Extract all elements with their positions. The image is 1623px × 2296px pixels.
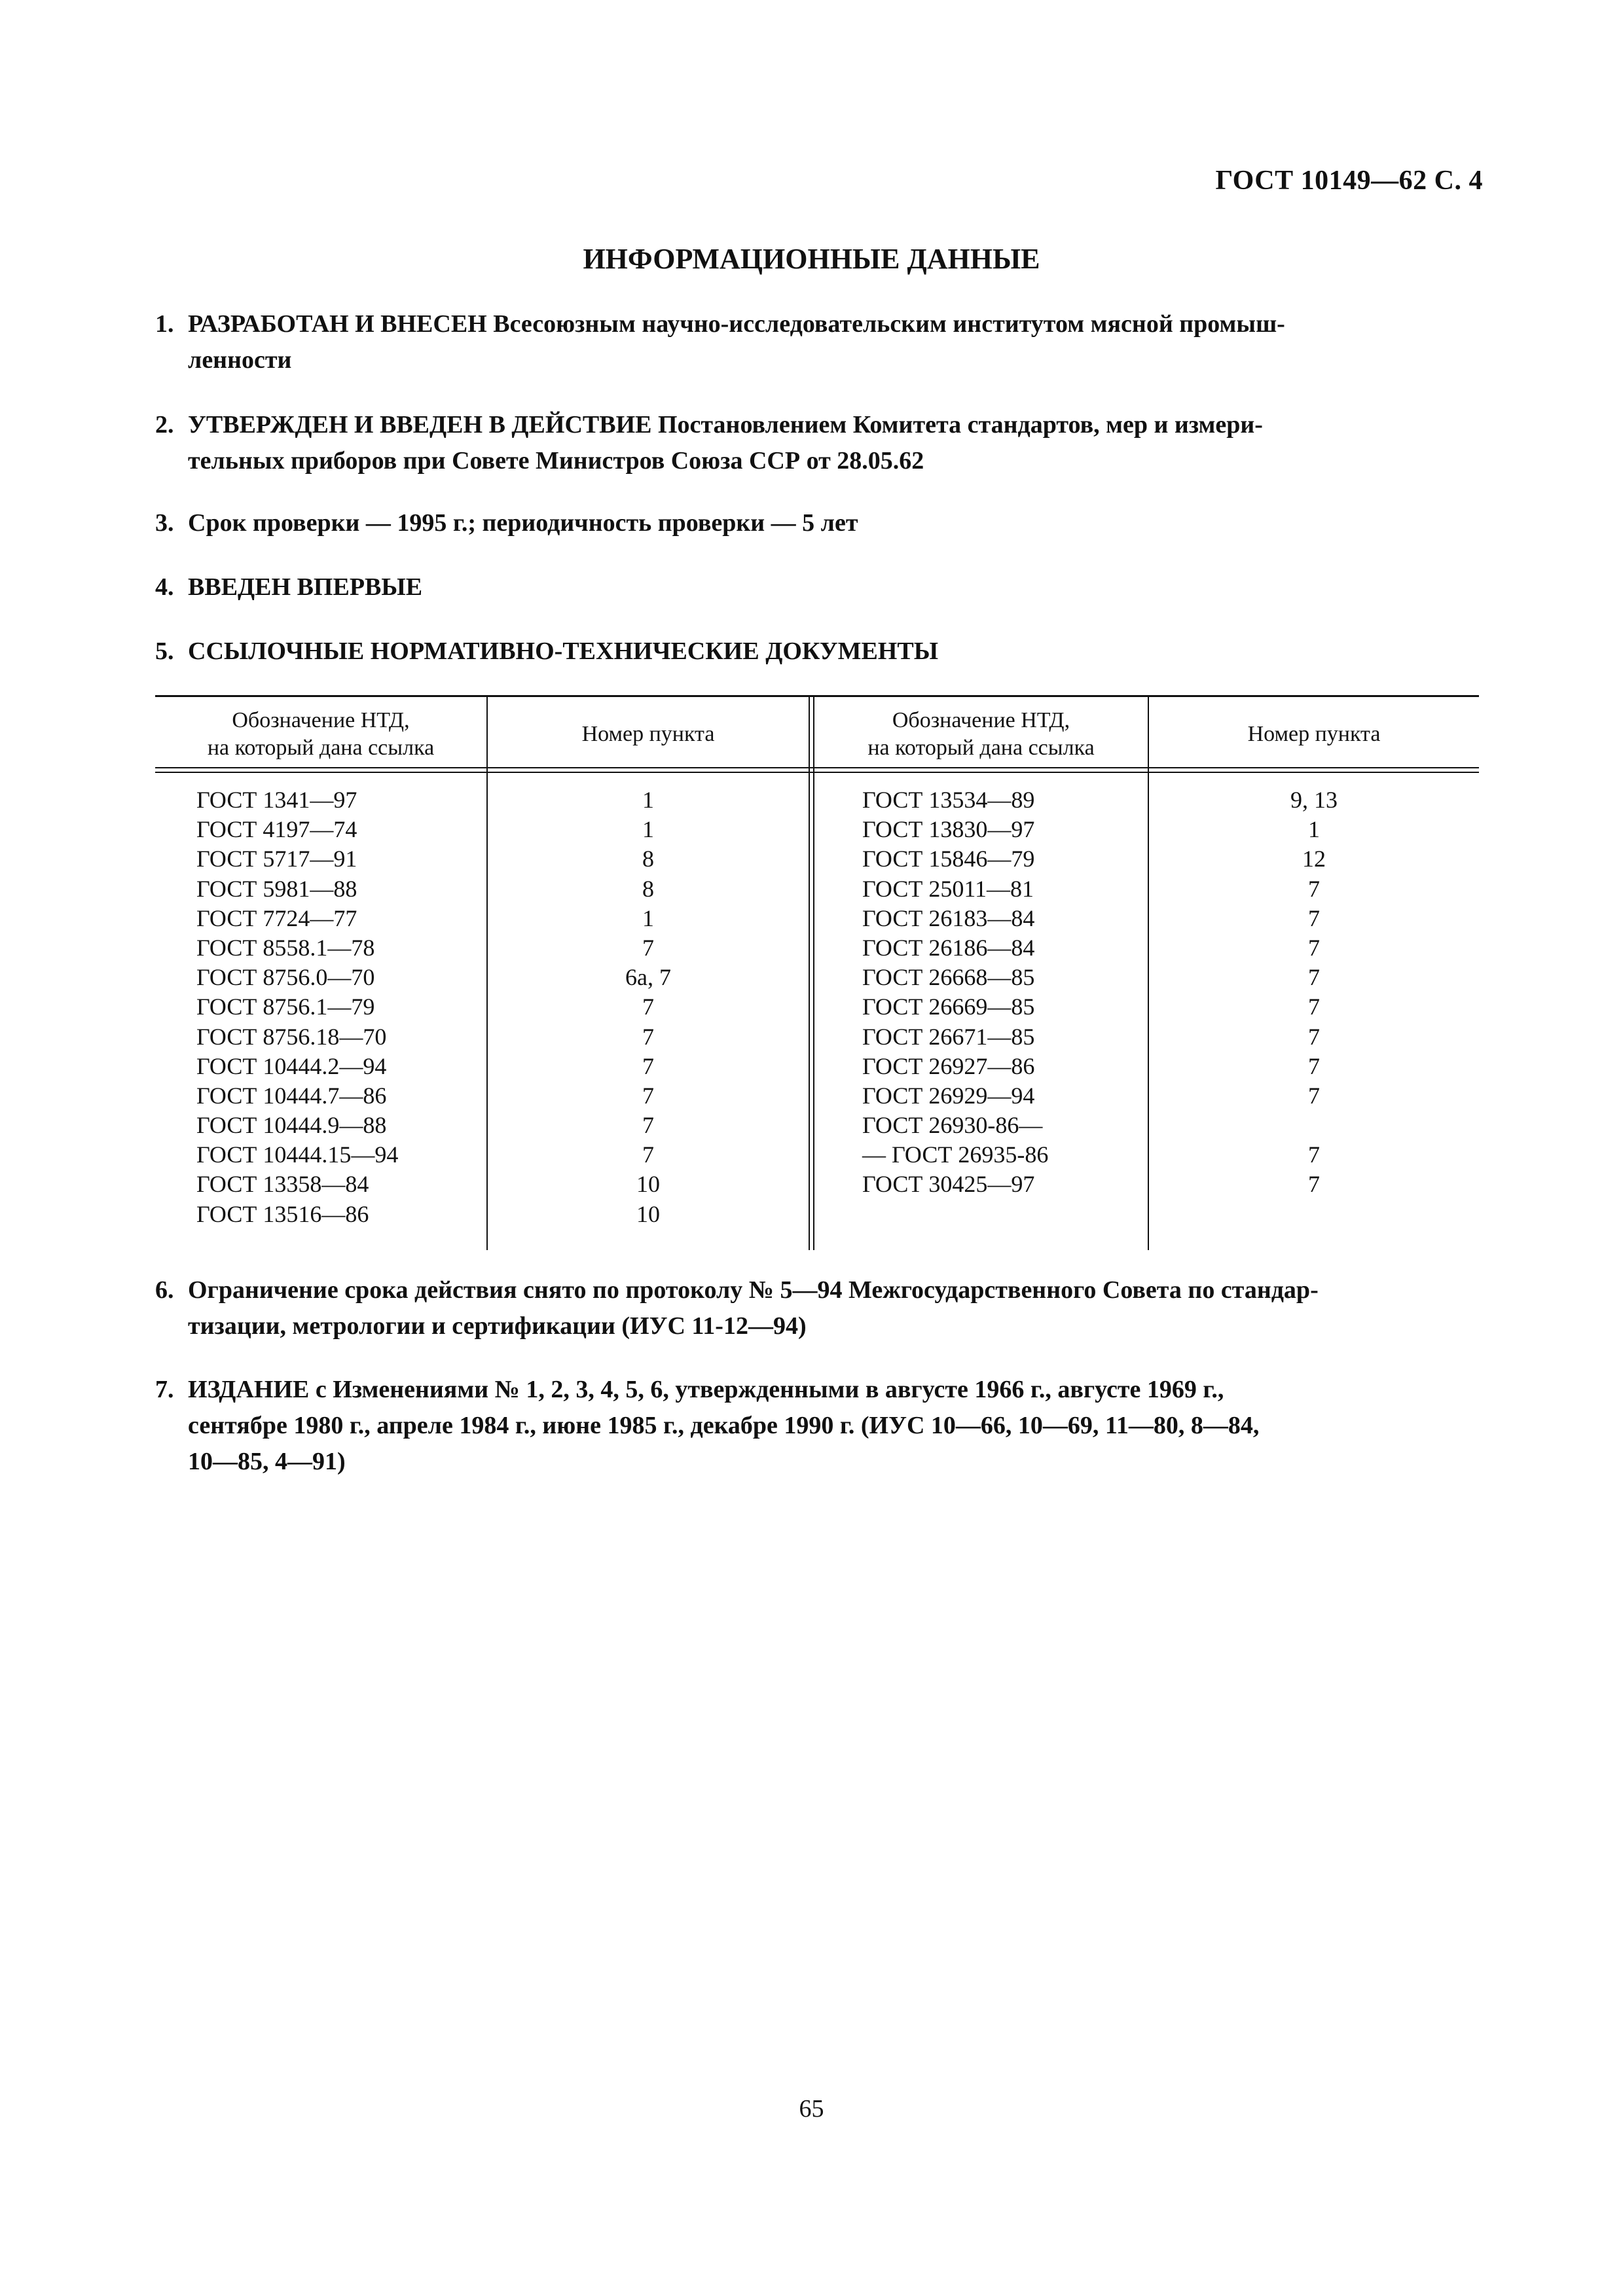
table-cell-doc: ГОСТ 26186—84 (862, 934, 1035, 961)
header-point-right (1149, 703, 1479, 766)
table-cell-doc: ГОСТ 13358—84 (196, 1171, 369, 1198)
table-cell-point: 12 (1302, 846, 1326, 872)
info-item-6 (155, 1272, 1471, 1344)
table-cell-point: 8 (642, 875, 654, 902)
header-point-label: Номер пункта (581, 722, 715, 746)
table-cell-point: 7 (642, 1052, 654, 1079)
document-title: ИНФОРМАЦИОННЫЕ ДАННЫЕ (583, 243, 1040, 275)
table-header-rule-second (155, 772, 1479, 773)
table-cell-point: 7 (1308, 1171, 1320, 1198)
info-item-7 (155, 1372, 1471, 1480)
table-header-rule (155, 767, 1479, 768)
item-text-line2: тизации, метрологии и сертификации (ИУС 11-12—94) (188, 1312, 807, 1340)
right-point-column (1149, 785, 1479, 1200)
table-cell-point: 7 (1308, 994, 1320, 1020)
table-cell-point: 10 (636, 1200, 660, 1227)
item-text-line1: ИЗДАНИЕ с Изменениями № 1, 2, 3, 4, 5, 6, утвержденными в августе 1966 г., августе 1969 г., (188, 1376, 1224, 1403)
table-cell-point: 1 (1308, 816, 1320, 843)
table-cell-doc: ГОСТ 13516—86 (196, 1200, 369, 1227)
item-number: 2. (155, 411, 174, 439)
item-text-line2: тельных приборов при Совете Министров Союза ССР от 28.05.62 (188, 447, 924, 475)
table-cell-point: 1 (642, 816, 654, 843)
table-cell-doc: ГОСТ 4197—74 (196, 816, 357, 843)
info-item-4 (155, 569, 1471, 605)
table-cell-point: 1 (642, 905, 654, 931)
table-top-rule (155, 695, 1479, 697)
table-cell-doc: ГОСТ 8756.18—70 (196, 1023, 387, 1050)
info-item-5 (155, 634, 1471, 670)
references-table (155, 695, 1479, 1250)
table-cell-doc: ГОСТ 10444.7—86 (196, 1082, 387, 1109)
table-cell-point: 7 (1308, 964, 1320, 991)
table-cell-doc: ГОСТ 26183—84 (862, 905, 1035, 931)
header-doc-line1: Обозначение НТД, (892, 708, 1070, 732)
table-center-divider (813, 695, 814, 1250)
table-cell-point: 7 (642, 994, 654, 1020)
header-doc-line2: на который дана ссылка (207, 736, 435, 760)
item-text-line3: 10—85, 4—91) (188, 1448, 346, 1475)
item-number: 1. (155, 310, 174, 338)
table-cell-doc: ГОСТ 1341—97 (196, 787, 357, 813)
table-cell-point: 6а, 7 (625, 964, 671, 991)
table-cell-point: 7 (1308, 905, 1320, 931)
table-cell-point: 7 (1308, 875, 1320, 902)
table-cell-point (1149, 1111, 1479, 1140)
item-number: 7. (155, 1376, 174, 1403)
header-doc-right (814, 703, 1148, 766)
table-cell-doc: ГОСТ 26927—86 (862, 1052, 1035, 1079)
table-cell-point: 7 (1308, 1023, 1320, 1050)
page-header: ГОСТ 10149—62 С. 4 (1215, 166, 1483, 196)
table-cell-point: 9, 13 (1290, 787, 1338, 813)
table-cell-doc: ГОСТ 26668—85 (862, 964, 1035, 991)
table-cell-doc: ГОСТ 8558.1—78 (196, 934, 375, 961)
table-cell-doc: ГОСТ 30425—97 (862, 1171, 1035, 1198)
info-item-3 (155, 505, 1471, 541)
table-cell-point: 7 (642, 1112, 654, 1139)
info-item-1 (155, 306, 1471, 378)
table-cell-doc: ГОСТ 13534—89 (862, 787, 1035, 813)
table-cell-doc: ГОСТ 13830—97 (862, 816, 1035, 843)
table-cell-point: 7 (1308, 1052, 1320, 1079)
info-item-2 (155, 407, 1471, 479)
header-doc-line1: Обозначение НТД, (232, 708, 410, 732)
table-cell-point: 10 (636, 1171, 660, 1198)
item-text-line1: Ограничение срока действия снято по протоколу № 5—94 Межгосударственного Совета по стандар- (188, 1276, 1319, 1304)
header-doc-line2: на который дана ссылка (867, 736, 1095, 760)
header-point-left (488, 703, 809, 766)
table-cell-doc: ГОСТ 10444.9—88 (196, 1112, 387, 1139)
table-cell-doc: ГОСТ 5981—88 (196, 875, 357, 902)
table-center-divider (809, 695, 810, 1250)
item-number: 3. (155, 509, 174, 537)
item-number: 5. (155, 637, 174, 665)
table-cell-doc: ГОСТ 15846—79 (862, 846, 1035, 872)
table-cell-doc: ГОСТ 10444.2—94 (196, 1052, 387, 1079)
header-point-label: Номер пункта (1247, 722, 1381, 746)
table-cell-doc: ГОСТ 8756.1—79 (196, 994, 375, 1020)
header-doc-left (155, 703, 486, 766)
table-cell-doc: ГОСТ 8756.0—70 (196, 964, 375, 991)
table-cell-point: 8 (642, 846, 654, 872)
table-cell-doc: ГОСТ 10444.15—94 (196, 1141, 399, 1168)
item-text-line1: Срок проверки — 1995 г.; периодичность проверки — 5 лет (188, 509, 858, 537)
item-text-line2: ленности (188, 346, 292, 374)
table-cell-doc: ГОСТ 25011—81 (862, 875, 1034, 902)
item-text-line1: РАЗРАБОТАН И ВНЕСЕН Всесоюзным научно-исследовательским институтом мясной промыш- (188, 310, 1285, 338)
item-number: 4. (155, 573, 174, 601)
item-text-line1: ВВЕДЕН ВПЕРВЫЕ (188, 573, 423, 601)
table-cell-doc: ГОСТ 7724—77 (196, 905, 357, 931)
table-cell-doc: ГОСТ 26669—85 (862, 994, 1035, 1020)
left-doc-column (196, 785, 484, 1229)
left-point-column (488, 785, 809, 1229)
table-cell-doc: ГОСТ 5717—91 (196, 846, 357, 872)
table-cell-doc: ГОСТ 26930-86— (862, 1112, 1043, 1139)
table-cell-doc: ГОСТ 26929—94 (862, 1082, 1035, 1109)
right-doc-column (862, 785, 1144, 1200)
table-cell-point: 7 (642, 1141, 654, 1168)
page-number: 65 (799, 2095, 824, 2123)
table-cell-point: 7 (1308, 934, 1320, 961)
item-text-line1: УТВЕРЖДЕН И ВВЕДЕН В ДЕЙСТВИЕ Постановлением Комитета стандартов, мер и измери- (188, 411, 1263, 439)
table-cell-point: 7 (1308, 1082, 1320, 1109)
item-text-line1: ССЫЛОЧНЫЕ НОРМАТИВНО-ТЕХНИЧЕСКИЕ ДОКУМЕНТЫ (188, 637, 939, 665)
table-cell-point: 7 (642, 1023, 654, 1050)
item-number: 6. (155, 1276, 174, 1304)
table-cell-doc: — ГОСТ 26935-86 (862, 1141, 1049, 1168)
table-cell-point: 1 (642, 787, 654, 813)
table-cell-doc: ГОСТ 26671—85 (862, 1023, 1035, 1050)
item-text-line2: сентябре 1980 г., апреле 1984 г., июне 1985 г., декабре 1990 г. (ИУС 10—66, 10—69, 11—80, 8—84, (188, 1412, 1260, 1439)
table-cell-point: 7 (642, 1082, 654, 1109)
table-cell-point: 7 (1308, 1141, 1320, 1168)
table-cell-point: 7 (642, 934, 654, 961)
